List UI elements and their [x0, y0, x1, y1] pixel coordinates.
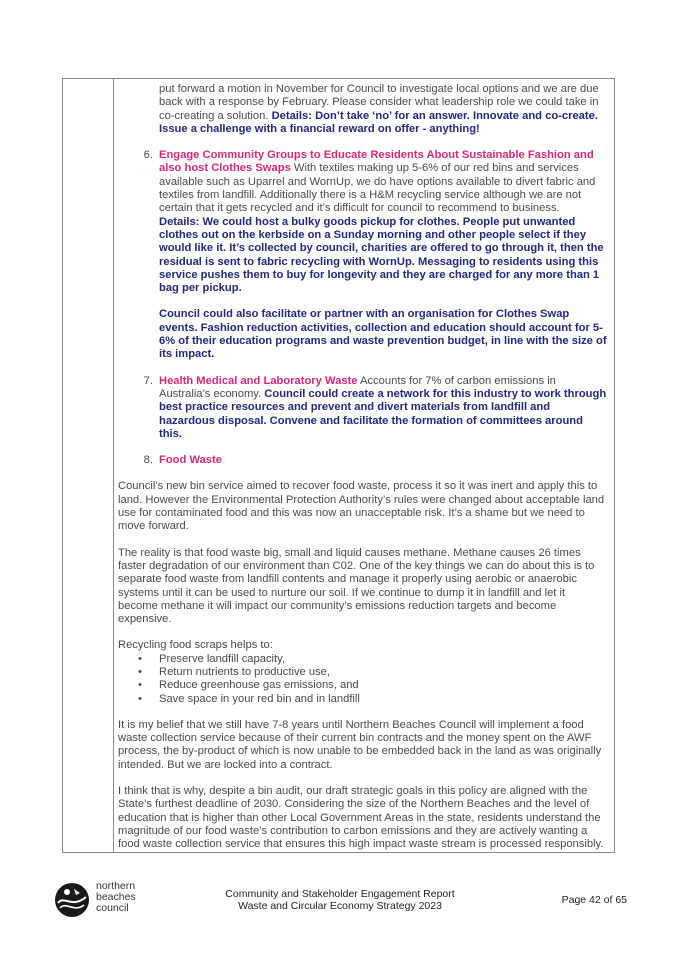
- main-content: [118, 83, 608, 852]
- logo-line-2: beaches: [96, 891, 136, 903]
- continued-text: put forward a motion in November for Council to investigate local options and we are due back with a response by February. Please consider what leadership role we could take in co-creating a solution.: [159, 83, 599, 122]
- page-footer: [0, 875, 675, 925]
- item-6-details-2: Council could also facilitate or partner with an organisation for Clothes Swap events. Fashion reduction activities, collection and education should account for 5-6% of their education programs and waste prevention budget, in line with the size of its impact.: [159, 308, 607, 361]
- table-column-divider: [113, 79, 114, 852]
- paragraph-recycling-intro: Recycling food scraps helps to:: [118, 639, 273, 652]
- list-item-8: [118, 454, 608, 467]
- item-8-heading: Food Waste: [159, 454, 222, 467]
- list-item-6: [118, 149, 608, 361]
- item-8-number: 8.: [143, 454, 153, 467]
- paragraph-bin-service: Council’s new bin service aimed to recover food waste, process it so it was inert and apply this to land. However the Environmental Protection Authority’s rules were changed about acceptable land use for contaminated food and this was now an unacceptable risk. It’s a shame but we need to move forward.: [118, 480, 605, 533]
- continued-paragraph: [159, 83, 608, 136]
- logo-line-3: council: [96, 902, 129, 914]
- item-6-text: With textiles making up 5-6% of our red bins and services available such as Uparrel and WornUp, we do have options available to divert fabric and textiles from landfill. Additionally there is a H&M recycling service although we are not certain that it gets recycled and it’s difficult for council to recommend to business.: [159, 162, 596, 215]
- logo-line-1: northern: [96, 880, 136, 892]
- paragraph-strategic-goals: I think that is why, despite a bin audit, our draft strategic goals in this policy are aligned with the State’s furthest deadline of 2030. Considering the size of the Northern Beaches and the level of education that is higher than other Local Government Areas in the state, residents understand the magnitude of our food waste’s contribution to carbon emissions and they are actively wanting a food waste collection service that ensures this high impact waste stream is processed responsibly.: [118, 785, 604, 851]
- benefits-list: [118, 653, 608, 706]
- list-item: • Save space in your red bin and in landfill: [118, 693, 608, 706]
- footer-title-line-1: Community and Stakeholder Engagement Report: [225, 888, 455, 900]
- footer-title-line-2: Waste and Circular Economy Strategy 2023: [238, 900, 442, 912]
- paragraph-methane: The reality is that food waste big, small and liquid causes methane. Methane causes 26 times faster degradation of our environment than C02. One of the key things we can do about this is to separate food waste from landfill contents and manage it properly using aerobic or anaerobic systems until it can be used to nurture our soil. If we continue to dump it in landfill and let it become methane it will impact our community’s emissions reduction targets and become expensive.: [118, 546, 595, 626]
- footer-title: [200, 888, 480, 912]
- list-item-7: [118, 375, 608, 441]
- continued-bold: Details: Don’t take ‘no’ for an answer. Innovate and co-create. Issue a challenge with a financial reward on offer - anything!: [159, 109, 598, 135]
- item-6-details: Details: We could host a bulky goods pickup for clothes. People put unwanted clothes out on the kerbside on a Sunday morning and other people select if they would like it. It’s collected by council, charities are offered to go through it, then the residual is sent to fabric recycling with WornUp. Messaging to residents using this service pushes them to buy for longevity and they are charged for any more than 1 bag per pickup.: [159, 215, 604, 295]
- list-item: • Reduce greenhouse gas emissions, and: [118, 679, 608, 692]
- council-logo-text: [96, 881, 136, 914]
- council-logo-icon: [52, 881, 92, 919]
- item-7-heading: Health Medical and Laboratory Waste: [159, 374, 358, 387]
- list-item: • Return nutrients to productive use,: [118, 666, 608, 679]
- item-7-details: Council could create a network for this industry to work through best practice resources and prevent and divert materials from landfill and hazardous disposal. Convene and facilitate the formation of committees around this.: [159, 387, 607, 440]
- item-6-heading: Engage Community Groups to Educate Residents About Sustainable Fashion and also host Clothes Swaps: [159, 149, 594, 175]
- list-item: • Preserve landfill capacity,: [118, 653, 608, 666]
- page-number: Page 42 of 65: [561, 894, 627, 906]
- item-7-text: Accounts for 7% of carbon emissions in Australia’s economy.: [159, 374, 556, 400]
- item-6-number: 6.: [143, 149, 153, 162]
- paragraph-belief: It is my belief that we still have 7-8 years until Northern Beaches Council will implement a food waste collection service because of their current bin contracts and the money spent on the AWF process, the by-product of which is now unable to be embedded back in the land as was originally intended. But we are locked into a contract.: [118, 718, 602, 771]
- item-7-number: 7.: [143, 374, 153, 387]
